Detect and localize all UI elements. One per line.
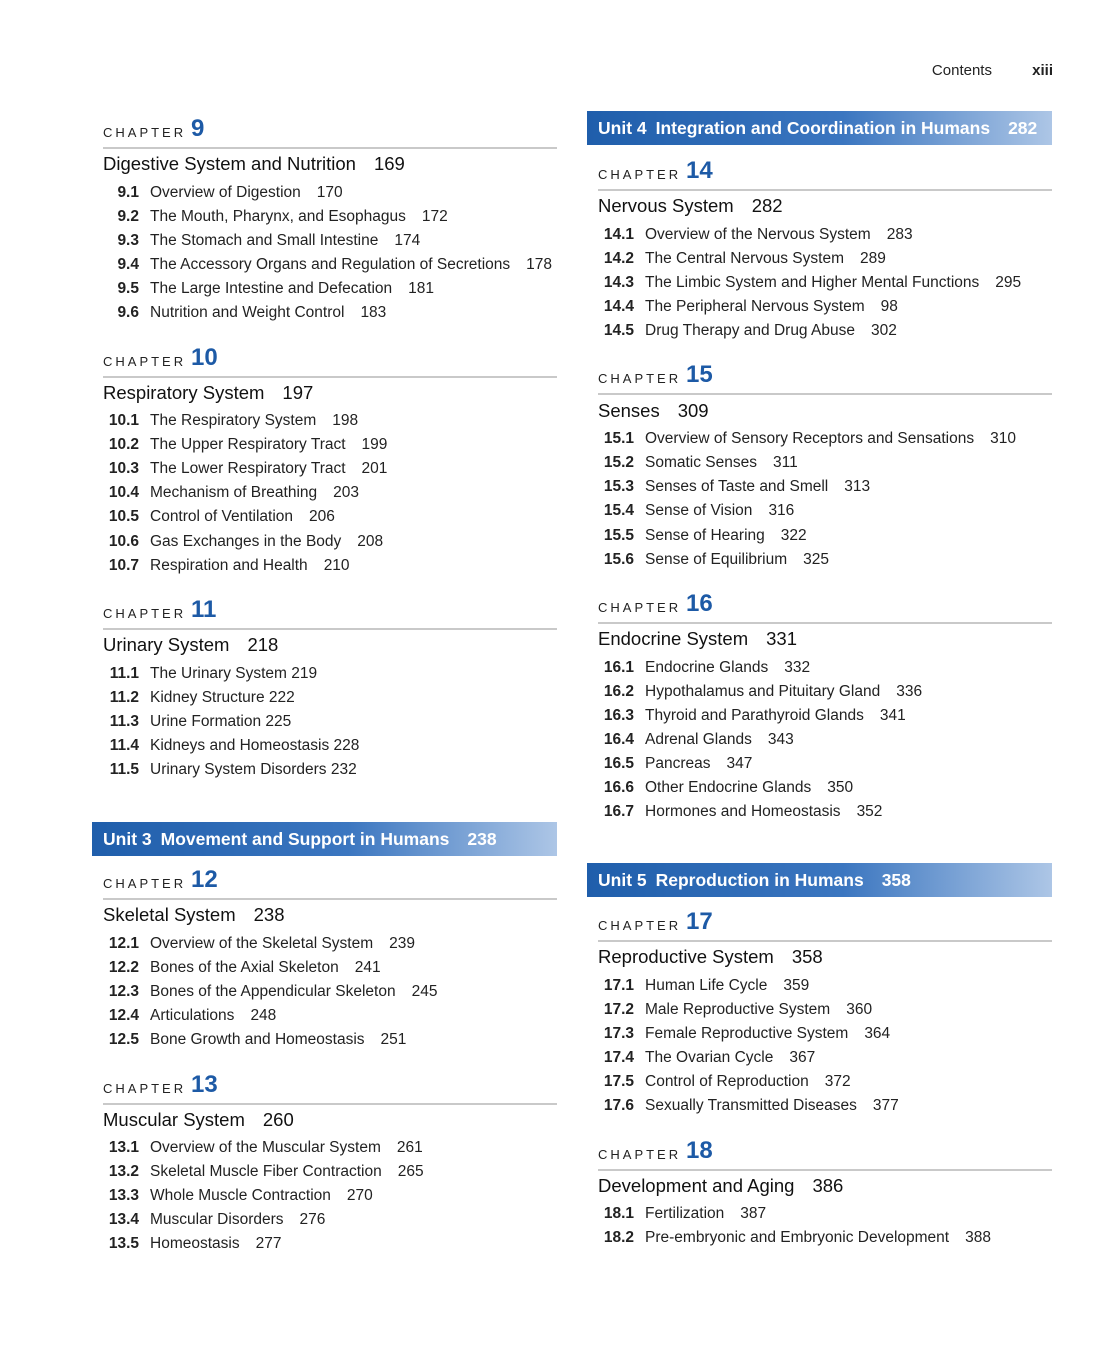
unit-title: Integration and Coordination in Humans (655, 118, 991, 138)
section-number: 15.3 (603, 478, 634, 495)
section-number: 14.1 (603, 226, 634, 243)
section-page: 325 (803, 551, 830, 568)
chapter-title[interactable] (598, 946, 823, 968)
section-title: Nutrition and Weight Control (150, 304, 345, 321)
section-page: 98 (880, 298, 898, 315)
section-page: 313 (844, 478, 871, 495)
chapter-heading (598, 592, 1052, 624)
section-number: 12.2 (108, 959, 139, 976)
section-title: Other Endocrine Glands (645, 779, 812, 796)
section-title: Mechanism of Breathing (150, 484, 318, 501)
section-title: Control of Ventilation (150, 508, 294, 525)
section-title: Thyroid and Parathyroid Glands (645, 707, 864, 724)
section-page: 302 (870, 322, 897, 339)
section-title: Kidney Structure 222 (150, 689, 295, 706)
section-number: 12.4 (108, 1007, 139, 1024)
chapter-title-text: Urinary System (103, 634, 230, 655)
section-number: 9.4 (117, 256, 139, 273)
section-page: 183 (360, 304, 387, 321)
chapter-number: 10 (191, 344, 218, 371)
section-number: 10.2 (108, 436, 139, 453)
section-page: 372 (824, 1073, 851, 1090)
chapter-number: 18 (686, 1137, 713, 1164)
section-number: 17.1 (603, 977, 634, 994)
section-number: 16.7 (603, 803, 634, 820)
section-title: Pre-embryonic and Embryonic Development (645, 1229, 950, 1246)
section-number: 9.1 (117, 184, 139, 201)
chapter-heading (598, 363, 1052, 395)
chapter-label: CHAPTER (103, 125, 187, 140)
section-page: 352 (856, 803, 883, 820)
section-title: The Central Nervous System (645, 250, 844, 267)
section-title: The Stomach and Small Intestine (150, 232, 379, 249)
chapter-page: 309 (677, 400, 709, 421)
chapter-title-text: Senses (598, 400, 660, 421)
section-title: Urinary System Disorders 232 (150, 761, 357, 778)
section-page: 341 (879, 707, 906, 724)
section-title: The Ovarian Cycle (645, 1049, 774, 1066)
chapter-heading (103, 868, 557, 900)
section-number: 15.6 (603, 551, 634, 568)
section-title: The Urinary System 219 (150, 665, 318, 682)
unit-title: Movement and Support in Humans (160, 829, 450, 849)
section-number: 14.5 (603, 322, 634, 339)
section-number: 10.3 (108, 460, 139, 477)
chapter-label: CHAPTER (598, 600, 682, 615)
section-number: 15.1 (603, 430, 634, 447)
chapter-page: 260 (262, 1109, 294, 1130)
section-title: The Upper Respiratory Tract (150, 436, 346, 453)
page-header (932, 62, 1053, 79)
section-number: 10.7 (108, 557, 139, 574)
chapter-number: 17 (686, 908, 713, 935)
chapter-title-text: Respiratory System (103, 382, 265, 403)
unit-page: 358 (881, 870, 911, 890)
section-page: 359 (783, 977, 810, 994)
section-title: Overview of Sensory Receptors and Sensations (645, 430, 975, 447)
unit-banner[interactable] (587, 863, 1052, 897)
section-page: 316 (768, 502, 795, 519)
section-number: 13.4 (108, 1211, 139, 1228)
section-number: 15.4 (603, 502, 634, 519)
section-title: Whole Muscle Contraction (150, 1187, 331, 1204)
section-page: 251 (380, 1031, 407, 1048)
unit-page: 238 (467, 829, 497, 849)
chapter-title[interactable] (103, 382, 313, 404)
section-page: 283 (886, 226, 913, 243)
section-page: 311 (773, 454, 798, 471)
section-number: 12.5 (108, 1031, 139, 1048)
section-page: 198 (332, 412, 359, 429)
section-title: The Accessory Organs and Regulation of Secretions (150, 256, 511, 273)
section-title: Female Reproductive System (645, 1025, 849, 1042)
section-title: Homeostasis (150, 1235, 240, 1252)
section-title: Overview of the Skeletal System (150, 935, 374, 952)
unit-banner[interactable] (92, 822, 557, 856)
section-page: 174 (394, 232, 421, 249)
chapter-title[interactable] (598, 628, 797, 650)
unit-label: Unit 5 (598, 870, 647, 890)
section-title: Male Reproductive System (645, 1001, 831, 1018)
section-title: Hypothalamus and Pituitary Gland (645, 683, 881, 700)
chapter-title-text: Reproductive System (598, 946, 774, 967)
section-number: 10.4 (108, 484, 139, 501)
section-title: Overview of Digestion (150, 184, 301, 201)
header-title: Contents (931, 62, 992, 79)
section-number: 11.2 (109, 689, 139, 706)
section-title: Respiration and Health (150, 557, 308, 574)
section-title: The Large Intestine and Defecation (150, 280, 393, 297)
chapter-heading (598, 159, 1052, 191)
chapter-label: CHAPTER (103, 606, 187, 621)
chapter-heading (103, 117, 557, 149)
section-page: 201 (361, 460, 388, 477)
section-title: Urine Formation 225 (150, 713, 292, 730)
section-page: 239 (389, 935, 415, 952)
section-number: 17.4 (603, 1049, 634, 1066)
header-page-number: xiii (1032, 62, 1053, 79)
section-number: 13.5 (108, 1235, 139, 1252)
section-title: Control of Reproduction (645, 1073, 809, 1090)
section-number: 15.2 (603, 454, 634, 471)
chapter-label: CHAPTER (598, 167, 682, 182)
chapter-number: 15 (686, 361, 713, 388)
section-number: 10.6 (108, 533, 139, 550)
section-number: 12.1 (108, 935, 139, 952)
section-title: The Limbic System and Higher Mental Functions (645, 274, 980, 291)
section-page: 170 (316, 184, 343, 201)
section-title: Gas Exchanges in the Body (150, 533, 342, 550)
section-number: 13.2 (108, 1163, 139, 1180)
section-page: 261 (396, 1139, 423, 1156)
chapter-label: CHAPTER (598, 1147, 682, 1162)
chapter-page: 218 (247, 634, 279, 655)
section-number: 17.5 (603, 1073, 634, 1090)
section-title: Endocrine Glands (645, 659, 769, 676)
section-number: 18.1 (603, 1205, 634, 1222)
section-page: 364 (864, 1025, 891, 1042)
section-title: Pancreas (645, 755, 711, 772)
section-title: Overview of the Muscular System (150, 1139, 381, 1156)
chapter-number: 9 (191, 115, 205, 142)
section-number: 9.3 (117, 232, 139, 249)
section-page: 210 (323, 557, 350, 574)
section-number: 9.2 (117, 208, 139, 225)
section-page: 336 (896, 683, 923, 700)
chapter-number: 11 (191, 596, 217, 623)
section-page: 388 (965, 1229, 991, 1246)
chapter-label: CHAPTER (598, 918, 682, 933)
section-number: 9.5 (117, 280, 139, 297)
section-page: 206 (309, 508, 335, 525)
section-title: Sexually Transmitted Diseases (645, 1097, 857, 1114)
section-number: 9.6 (117, 304, 139, 321)
section-number: 15.5 (603, 527, 634, 544)
section-number: 11.1 (109, 665, 139, 682)
section-page: 181 (408, 280, 435, 297)
section-number: 18.2 (603, 1229, 634, 1246)
section-title: The Respiratory System (150, 412, 317, 429)
section-page: 277 (255, 1235, 282, 1252)
chapter-title-text: Skeletal System (103, 904, 236, 925)
chapter-title[interactable] (598, 1175, 843, 1197)
section-number: 14.3 (603, 274, 634, 291)
section-title: Human Life Cycle (645, 977, 768, 994)
unit-page: 282 (1008, 118, 1038, 138)
chapter-title[interactable] (598, 195, 783, 217)
section-page: 310 (990, 430, 1016, 447)
chapter-heading (598, 910, 1052, 942)
section-title: The Peripheral Nervous System (645, 298, 865, 315)
chapter-title-text: Muscular System (103, 1109, 245, 1130)
section-title: Adrenal Glands (645, 731, 752, 748)
section-title: Bones of the Axial Skeleton (150, 959, 339, 976)
chapter-number: 14 (686, 157, 713, 184)
section-number: 11.5 (109, 761, 139, 778)
section-title: Fertilization (645, 1205, 725, 1222)
chapter-label: CHAPTER (103, 876, 187, 891)
chapter-page: 331 (766, 628, 797, 649)
section-page: 350 (827, 779, 854, 796)
section-number: 17.6 (603, 1097, 634, 1114)
section-number: 13.1 (108, 1139, 139, 1156)
section-title: Overview of the Nervous System (645, 226, 871, 243)
section-page: 270 (346, 1187, 373, 1204)
chapter-title-text: Development and Aging (598, 1175, 795, 1196)
section-title: Muscular Disorders (150, 1211, 284, 1228)
section-title: Sense of Vision (645, 502, 753, 519)
section-page: 347 (726, 755, 753, 772)
chapter-heading (103, 1073, 557, 1105)
section-number: 14.4 (603, 298, 634, 315)
section-page: 178 (526, 256, 553, 273)
section-page: 367 (789, 1049, 816, 1066)
section-page: 289 (860, 250, 886, 267)
section-number: 16.6 (603, 779, 634, 796)
section-number: 17.3 (603, 1025, 634, 1042)
section-page: 332 (784, 659, 811, 676)
section-page: 276 (299, 1211, 326, 1228)
section-page: 172 (421, 208, 448, 225)
section-number: 14.2 (603, 250, 634, 267)
section-title: Sense of Hearing (645, 527, 765, 544)
unit-title: Reproduction in Humans (655, 870, 864, 890)
section-page: 265 (397, 1163, 424, 1180)
chapter-page: 197 (282, 382, 314, 403)
chapter-title[interactable] (103, 153, 405, 175)
chapter-label: CHAPTER (598, 371, 682, 386)
section-number: 12.3 (108, 983, 139, 1000)
chapter-label: CHAPTER (103, 354, 187, 369)
section-title: Bone Growth and Homeostasis (150, 1031, 365, 1048)
section-page: 245 (411, 983, 438, 1000)
section-number: 11.4 (109, 737, 139, 754)
section-title: Senses of Taste and Smell (645, 478, 829, 495)
chapter-title-text: Endocrine System (598, 628, 749, 649)
section-title: The Mouth, Pharynx, and Esophagus (150, 208, 406, 225)
section-title: Somatic Senses (645, 454, 757, 471)
section-title: Skeletal Muscle Fiber Contraction (150, 1163, 382, 1180)
unit-label: Unit 4 (598, 118, 647, 138)
chapter-title[interactable] (103, 904, 285, 926)
section-page: 208 (357, 533, 384, 550)
section-number: 16.3 (603, 707, 634, 724)
chapter-number: 12 (191, 866, 218, 893)
chapter-label: CHAPTER (103, 1081, 187, 1096)
chapter-title[interactable] (103, 1109, 294, 1131)
section-page: 199 (361, 436, 388, 453)
section-number: 16.5 (603, 755, 634, 772)
section-title: The Lower Respiratory Tract (150, 460, 346, 477)
section-number: 16.4 (603, 731, 634, 748)
section-title: Drug Therapy and Drug Abuse (645, 322, 855, 339)
section-number: 10.1 (108, 412, 139, 429)
chapter-title[interactable] (598, 400, 709, 422)
section-page: 295 (995, 274, 1022, 291)
section-page: 322 (780, 527, 807, 544)
section-page: 241 (354, 959, 381, 976)
section-page: 343 (767, 731, 794, 748)
section-page: 248 (250, 1007, 277, 1024)
unit-label: Unit 3 (103, 829, 152, 849)
section-title: Bones of the Appendicular Skeleton (150, 983, 396, 1000)
chapter-page: 238 (253, 904, 285, 925)
chapter-page: 358 (791, 946, 823, 967)
chapter-page: 386 (812, 1175, 844, 1196)
section-page: 360 (846, 1001, 873, 1018)
section-number: 10.5 (108, 508, 139, 525)
chapter-number: 13 (191, 1071, 218, 1098)
chapter-heading (103, 346, 557, 378)
section-page: 203 (333, 484, 360, 501)
chapter-heading (103, 598, 557, 630)
section-number: 16.2 (603, 683, 634, 700)
section-number: 11.3 (109, 713, 139, 730)
chapter-page: 169 (373, 153, 405, 174)
chapter-title-text: Digestive System and Nutrition (103, 153, 356, 174)
chapter-number: 16 (686, 590, 713, 617)
section-number: 17.2 (603, 1001, 634, 1018)
unit-banner[interactable] (587, 111, 1052, 145)
section-page: 377 (872, 1097, 899, 1114)
section-page: 387 (740, 1205, 767, 1222)
section-number: 13.3 (108, 1187, 139, 1204)
chapter-title[interactable] (103, 634, 278, 656)
section-title: Hormones and Homeostasis (645, 803, 841, 820)
section-title: Kidneys and Homeostasis 228 (150, 737, 360, 754)
section-title: Sense of Equilibrium (645, 551, 788, 568)
section-number: 16.1 (603, 659, 634, 676)
chapter-heading (598, 1139, 1052, 1171)
section-title: Articulations (150, 1007, 235, 1024)
chapter-title-text: Nervous System (598, 195, 734, 216)
chapter-page: 282 (751, 195, 783, 216)
